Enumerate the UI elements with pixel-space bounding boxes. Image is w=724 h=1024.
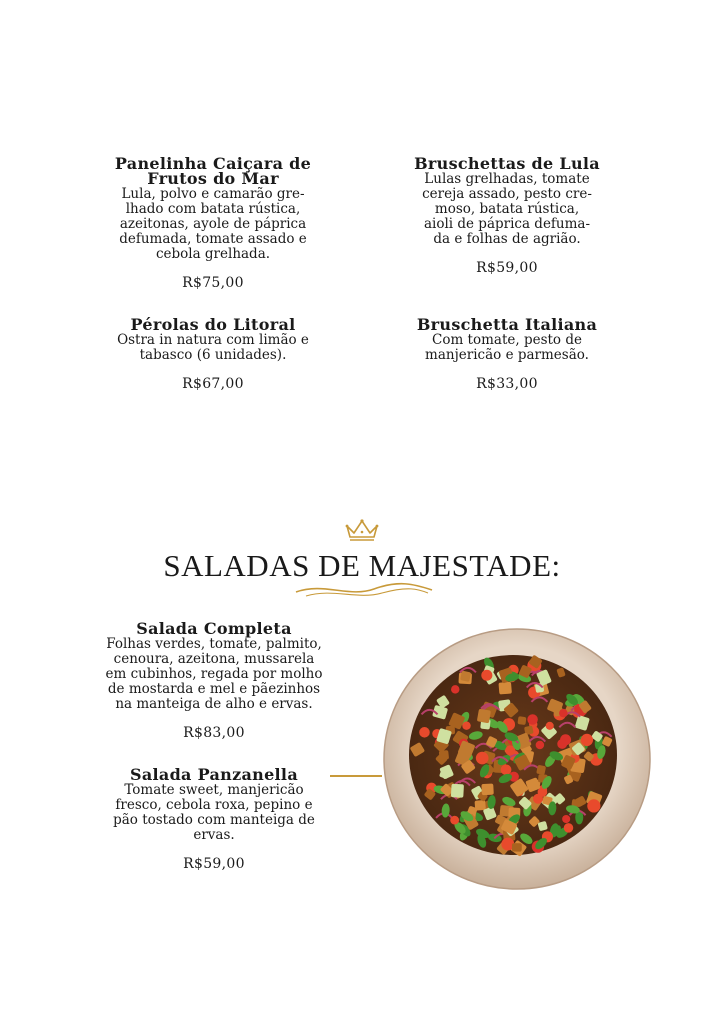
- item-price: R$67,00: [182, 376, 244, 392]
- item-name: Bruschetta Italiana: [416, 315, 598, 334]
- salad-piece: [476, 752, 489, 765]
- item-description: Ostra in natura com limão e tabasco (6 unidades).: [117, 332, 309, 363]
- salad-piece: [450, 816, 459, 825]
- item-name: Salada Panzanella: [130, 765, 298, 784]
- salad-piece: [439, 750, 449, 760]
- item-description: Lulas grelhadas, tomate cereja assado, pesto cre- moso, batata rústica, aioli de páprica defuma- da e folhas de agrião.: [422, 171, 592, 247]
- menu-item-salada-completa: [88, 621, 340, 741]
- item-name: Panelinha Caiçara de Frutos do Mar: [114, 154, 312, 188]
- item-price: R$75,00: [182, 275, 244, 291]
- menu-item-panelinha: [100, 156, 326, 291]
- salad-piece: [451, 685, 459, 693]
- leader-line: [330, 775, 382, 777]
- item-name: Bruschettas de Lula: [414, 154, 600, 173]
- salad-piece: [557, 739, 567, 749]
- item-description: Lula, polvo e camarão gre- lhado com batata rústica, azeitonas, ayole de páprica defumada, tomate assado e cebola grelhada.: [119, 186, 307, 262]
- menu-item-salada-panzanella: [92, 767, 336, 872]
- salad-piece: [517, 716, 526, 725]
- salad-piece: [536, 741, 544, 749]
- wave-ornament: [294, 580, 434, 600]
- menu-item-bruschettas-lula: [398, 156, 616, 276]
- salad-piece: [538, 787, 548, 797]
- salad-piece: [527, 714, 538, 725]
- crown-icon: [344, 518, 380, 542]
- salad-piece: [564, 823, 573, 832]
- salad-piece: [477, 709, 491, 724]
- salad-piece: [501, 764, 512, 775]
- salad-piece: [481, 784, 493, 796]
- menu-item-bruschetta-italiana: [398, 317, 616, 392]
- section-title: SALADAS DE MAJESTADE:: [163, 548, 561, 583]
- item-price: R$59,00: [476, 260, 538, 276]
- item-name: Salada Completa: [136, 619, 292, 638]
- salad-piece: [498, 682, 511, 695]
- item-description: Com tomate, pesto de manjericão e parmesão.: [425, 332, 589, 363]
- item-description: Folhas verdes, tomate, palmito, cenoura, azeitona, mussarela em cubinhos, regada por molho de mostarda e mel e pãezinhos na manteiga de alho e ervas.: [105, 636, 323, 712]
- salad-bowl-image: [382, 627, 652, 892]
- salad-piece: [481, 670, 492, 681]
- item-description: Tomate sweet, manjericão fresco, cebola roxa, pepino e pão tostado com manteiga de ervas.: [113, 782, 315, 843]
- item-price: R$83,00: [183, 725, 245, 741]
- salad-piece: [419, 727, 430, 738]
- item-price: R$59,00: [183, 856, 245, 872]
- salad-piece: [559, 709, 568, 718]
- salad-piece: [581, 734, 593, 746]
- salad-piece: [587, 799, 600, 812]
- item-name: Pérolas do Litoral: [130, 315, 296, 334]
- menu-item-perolas: [98, 317, 328, 392]
- item-price: R$33,00: [476, 376, 538, 392]
- salad-piece: [546, 722, 554, 730]
- salad-piece: [451, 784, 464, 798]
- salad-piece: [562, 815, 570, 823]
- salad-piece: [512, 843, 522, 852]
- salad-piece: [462, 721, 470, 729]
